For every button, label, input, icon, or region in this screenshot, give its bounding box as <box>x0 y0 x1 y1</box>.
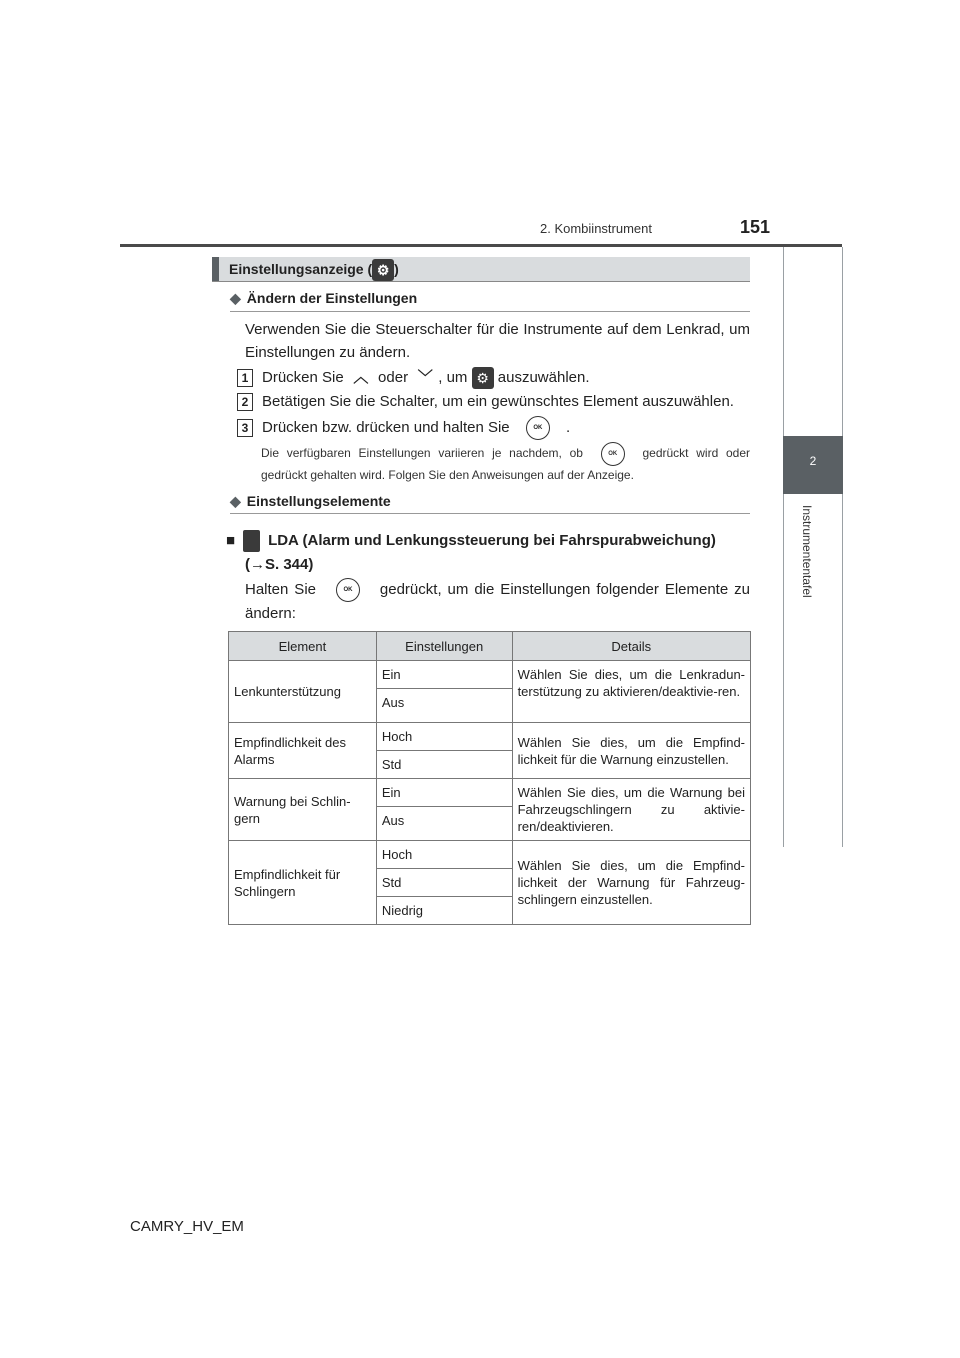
step-3-text-b: . <box>566 418 571 436</box>
step-number: 1 <box>237 369 253 387</box>
ok-button-icon: OK <box>526 416 550 440</box>
chevron-up-icon: ︿ <box>353 369 369 386</box>
banner-rule <box>212 281 750 282</box>
chapter-label: Instrumententafel <box>800 505 814 598</box>
items-heading-text: Einstellungselemente <box>246 493 391 509</box>
note-text-a: Die verfügbaren Einstellungen variieren je nachdem, ob <box>261 446 583 461</box>
step-1 <box>237 366 590 389</box>
step-3 <box>237 416 570 440</box>
element-cell: Warnung bei Schlin-gern <box>229 779 377 841</box>
setting-cell: Aus <box>376 807 512 841</box>
banner-text-after: ) <box>394 261 399 277</box>
step-1-text-b: oder <box>378 369 409 386</box>
step-1-text-d: auszuwählen. <box>497 369 590 386</box>
side-line-left <box>783 247 784 847</box>
diamond-icon: ◆ <box>230 290 241 306</box>
change-heading-rule <box>230 311 750 312</box>
items-heading-rule <box>230 513 750 514</box>
details-cell: Wählen Sie dies, um die Empfind-lichkeit für die Warnung einzustellen. <box>512 723 750 779</box>
items-heading <box>230 493 391 510</box>
setting-cell: Ein <box>376 661 512 689</box>
gear-icon: ⚙ <box>472 367 494 389</box>
note-paragraph <box>261 442 750 485</box>
table-row <box>229 723 751 751</box>
banner-text-before: Einstellungsanzeige ( <box>229 261 373 277</box>
setting-cell: Std <box>376 751 512 779</box>
hold-text-b: gedrückt, um die Einstellungen folgender Elemente zu ändern: <box>245 581 750 623</box>
intro-paragraph: Verwenden Sie die Steuerschalter für die Instrumente auf dem Lenkrad, um Einstellungen zu ändern. <box>245 321 750 361</box>
column-header: Element <box>229 632 377 661</box>
setting-cell: Aus <box>376 689 512 723</box>
step-2 <box>237 393 734 411</box>
details-cell: Wählen Sie dies, um die Empfind-lichkeit der Warnung für Fahrzeug-schlingern einzustellen. <box>512 841 750 925</box>
element-cell: Lenkunterstützung <box>229 661 377 723</box>
column-header: Einstellungen <box>376 632 512 661</box>
table-row <box>229 779 751 807</box>
details-cell: Wählen Sie dies, um die Warnung bei Fahrzeugschlingern zu aktivie-ren/deaktivieren. <box>512 779 750 841</box>
document-code: CAMRY_HV_EM <box>130 1218 244 1235</box>
change-settings-heading <box>230 290 417 307</box>
hold-text-a: Halten Sie <box>245 581 316 598</box>
step-1-text-a: Drücken Sie <box>262 369 344 386</box>
lda-heading <box>226 529 750 577</box>
hold-paragraph <box>245 578 750 625</box>
setting-cell: Hoch <box>376 723 512 751</box>
ok-button-icon: OK <box>336 578 360 602</box>
lda-reference: (→S. 344) <box>245 556 314 573</box>
step-number: 3 <box>237 419 253 437</box>
lda-title: LDA (Alarm und Lenkungssteuerung bei Fahrspurabweichung) <box>268 532 716 549</box>
settings-display-banner <box>212 257 750 281</box>
table-row <box>229 841 751 869</box>
setting-cell: Std <box>376 869 512 897</box>
side-line-right <box>842 247 843 847</box>
setting-cell: Hoch <box>376 841 512 869</box>
column-header: Details <box>512 632 750 661</box>
section-title: 2. Kombiinstrument <box>540 221 652 236</box>
lda-icon <box>243 530 260 552</box>
table-row <box>229 661 751 689</box>
note-text-b: gedrückt wird oder gedrückt gehalten wird. Folgen Sie den Anweisungen auf der Anzeige. <box>261 446 750 482</box>
diamond-icon: ◆ <box>230 493 241 509</box>
step-number: 2 <box>237 393 253 411</box>
table-header-row <box>229 632 751 661</box>
chevron-down-icon: ﹀ <box>417 369 433 386</box>
element-cell: Empfindlichkeit für Schlingern <box>229 841 377 925</box>
chapter-tab[interactable]: 2 <box>783 436 843 494</box>
setting-cell: Niedrig <box>376 897 512 925</box>
step-1-text-c: , um <box>438 369 468 386</box>
settings-table <box>228 631 751 925</box>
change-heading-text: Ändern der Einstellungen <box>246 290 418 306</box>
gear-icon: ⚙ <box>372 259 394 281</box>
step-2-text: Betätigen Sie die Schalter, um ein gewünschtes Element auszuwählen. <box>262 393 734 410</box>
setting-cell: Ein <box>376 779 512 807</box>
details-cell: Wählen Sie dies, um die Lenkradun-terstützung zu aktivieren/deaktivie-ren. <box>512 661 750 723</box>
square-bullet-icon: ■ <box>226 532 236 549</box>
header-rule <box>120 244 842 247</box>
element-cell: Empfindlichkeit des Alarms <box>229 723 377 779</box>
page-number: 151 <box>740 217 771 237</box>
ok-button-icon: OK <box>601 442 625 466</box>
step-3-text-a: Drücken bzw. drücken und halten Sie <box>262 418 510 436</box>
